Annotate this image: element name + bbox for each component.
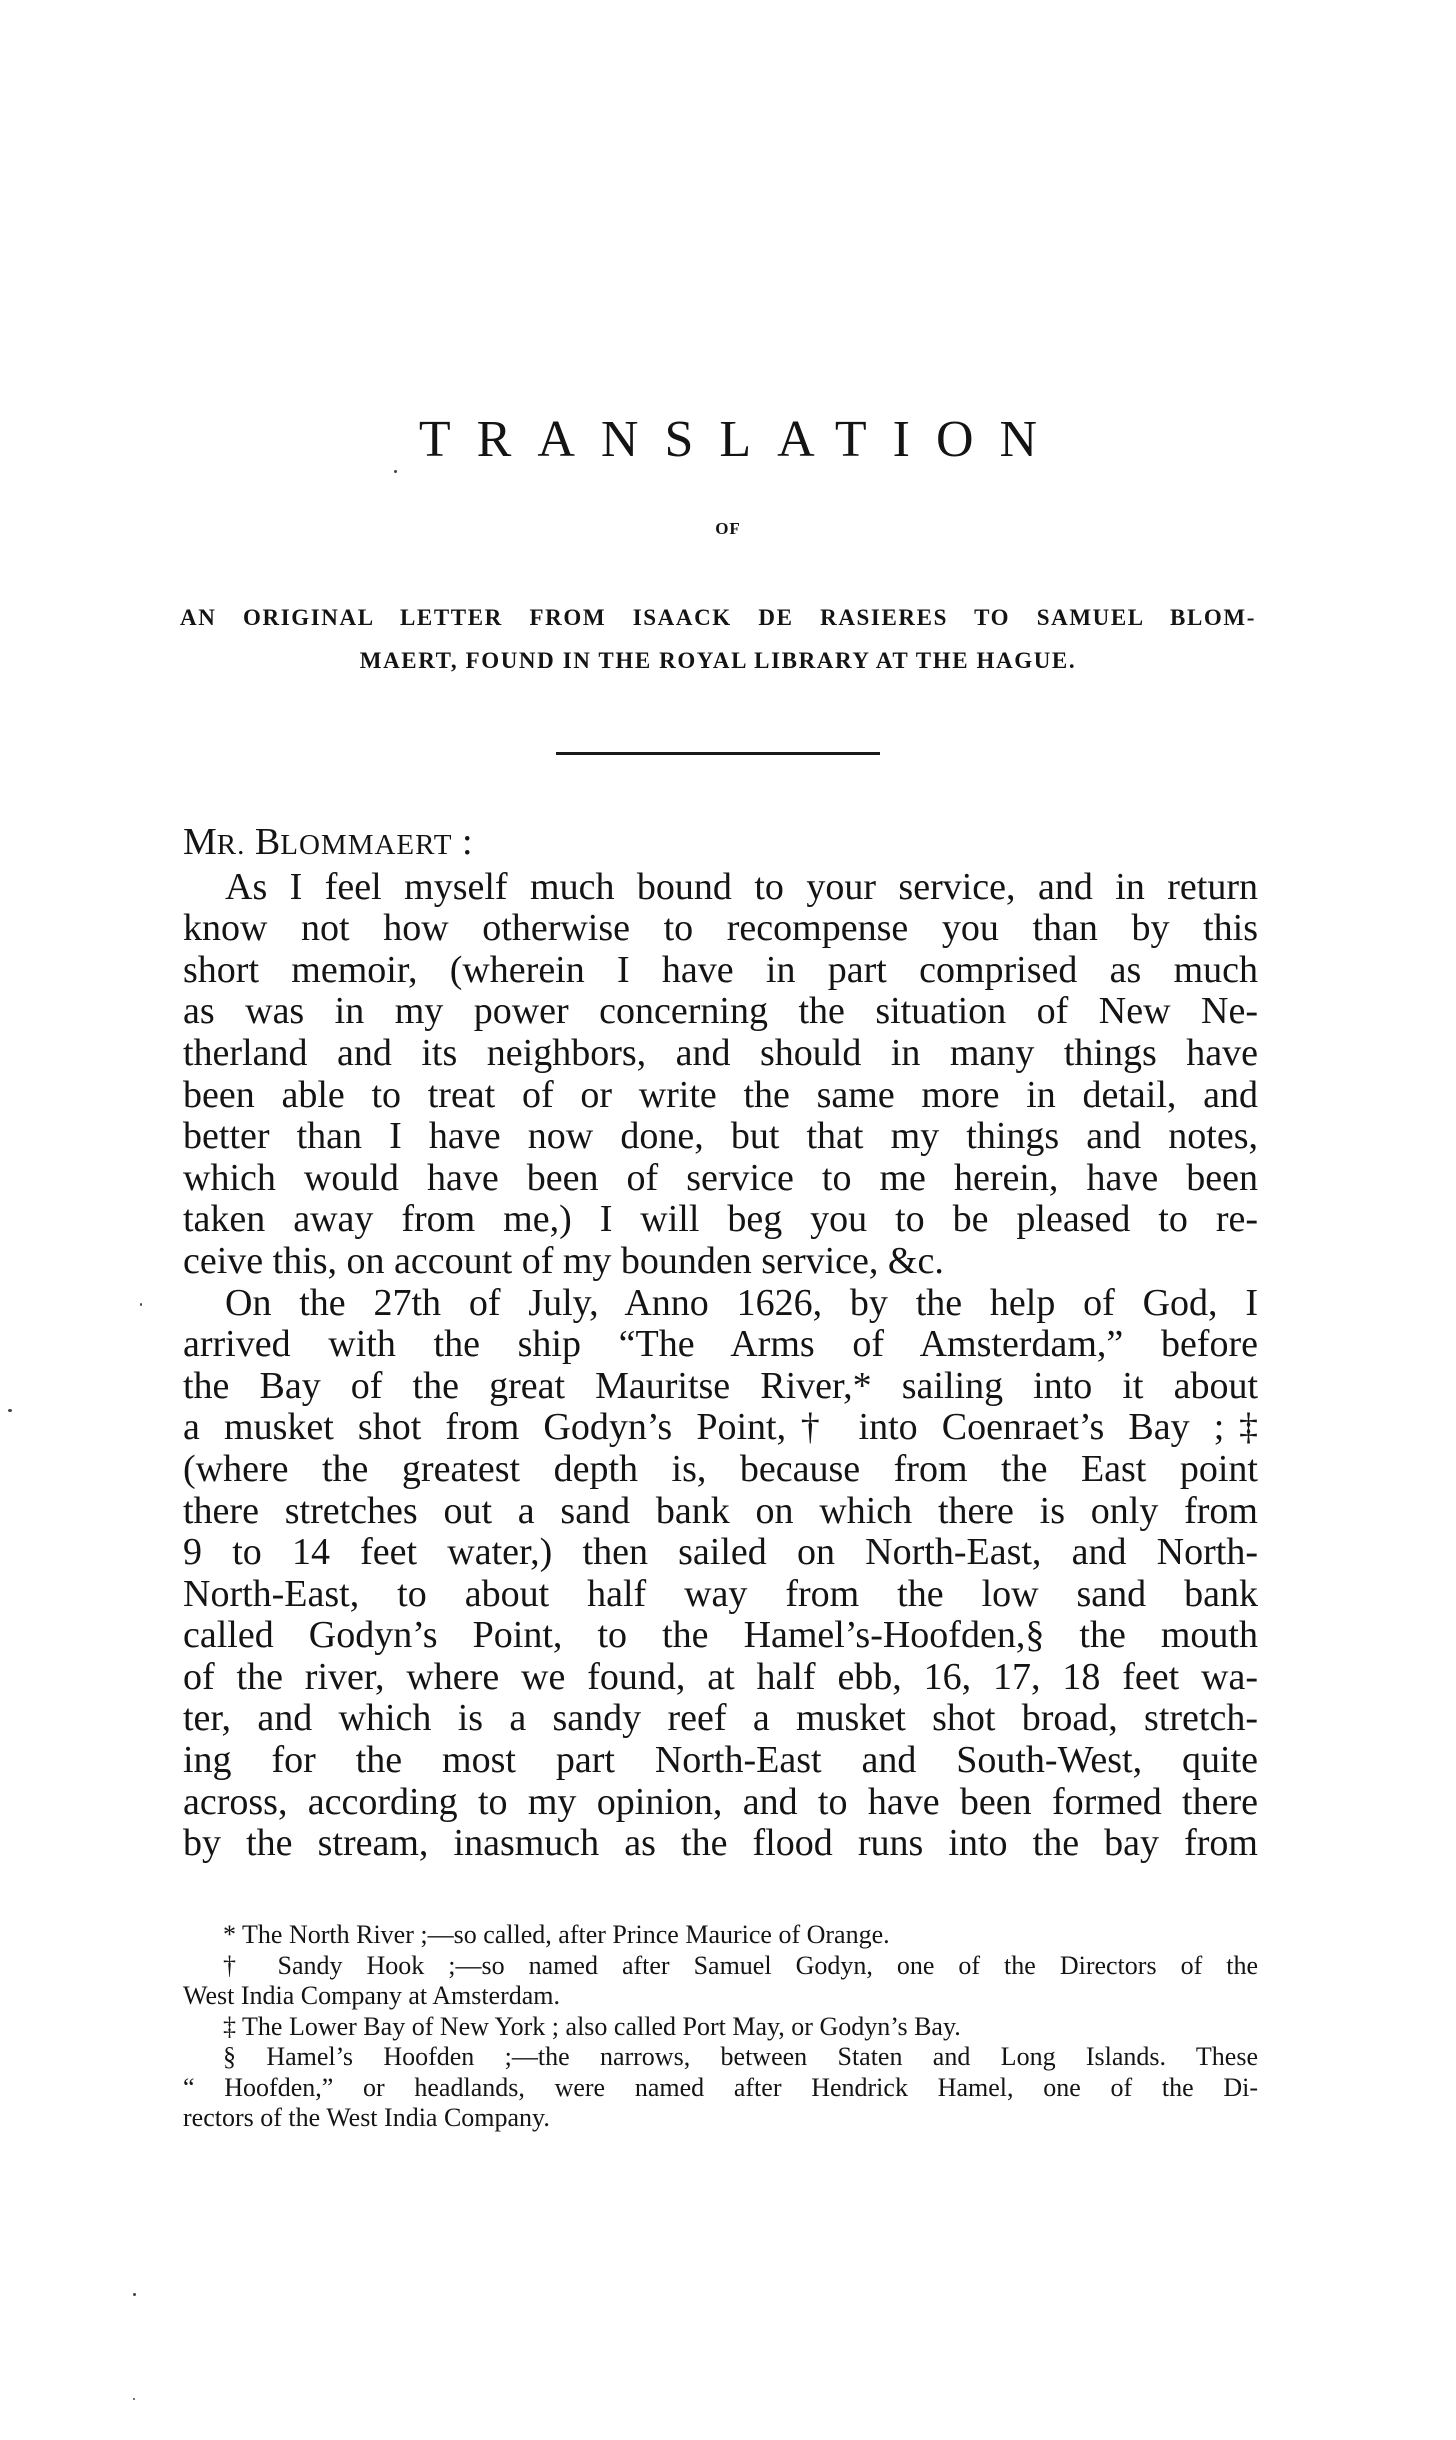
footnotes — [183, 1920, 1258, 2134]
body-line: North-East, to about half way from the low sand bank — [183, 1572, 1258, 1615]
letter-body — [183, 822, 1258, 1865]
body-line: called Godyn’s Point, to the Hamel’s-Hoofden,§ the mouth — [183, 1614, 1258, 1657]
body-line: therland and its neighbors, and should in many things have — [183, 1031, 1258, 1074]
body-line: across, according to my opinion, and to have been formed there — [183, 1780, 1258, 1823]
body-line: know not how otherwise to recompense you than by this — [183, 907, 1258, 950]
subtitle — [180, 596, 1256, 682]
footnote-line: rectors of the West India Company. — [183, 2103, 550, 2132]
body-line: been able to treat of or write the same more in detail, and — [183, 1073, 1258, 1116]
body-line: a musket shot from Godyn’s Point,† into Coenraet’s Bay ;‡ — [183, 1406, 1258, 1449]
body-line: (where the greatest depth is, because from the East point — [183, 1447, 1258, 1490]
footnote-line: “ Hoofden,” or headlands, were named after Hendrick Hamel, one of the Di- — [183, 2072, 1258, 2102]
subtitle-line-2: MAERT, FOUND IN THE ROYAL LIBRARY AT THE HAGUE. — [359, 648, 1077, 673]
body-line: there stretches out a sand bank on which there is only from — [183, 1489, 1258, 1532]
footnote-line: † Sandy Hook ;—so named after Samuel Godyn, one of the Directors of the — [223, 1950, 1258, 1980]
scan-speck — [8, 1409, 12, 1412]
body-line: as was in my power concerning the situation of New Ne- — [183, 990, 1258, 1033]
footnote-line: § Hamel’s Hoofden ;—the narrows, between Staten and Long Islands. These — [223, 2042, 1258, 2071]
body-line: As I feel myself much bound to your service, and in return — [225, 865, 1258, 908]
scan-speck — [133, 2293, 136, 2296]
body-line: ceive this, on account of my bounden service, &c. — [183, 1239, 944, 1282]
scan-speck — [394, 470, 397, 473]
scan-speck — [140, 1303, 142, 1306]
body-line: taken away from me,) I will beg you to be pleased to re- — [183, 1198, 1258, 1241]
title-connector: OF — [715, 519, 741, 538]
body-line: better than I have now done, but that my things and notes, — [183, 1115, 1258, 1158]
salutation: MR. BLOMMAERT : — [183, 821, 473, 863]
footnote-line: ‡ The Lower Bay of New York ; also called Port May, or Godyn’s Bay. — [223, 2011, 961, 2041]
body-line: ter, and which is a sandy reef a musket shot broad, stretch- — [183, 1697, 1258, 1740]
body-line: of the river, where we found, at half ebb, 16, 17, 18 feet wa- — [183, 1655, 1258, 1698]
body-line: by the stream, inasmuch as the flood runs into the bay from — [183, 1822, 1258, 1865]
body-line: arrived with the ship “The Arms of Amsterdam,” before — [183, 1323, 1258, 1366]
body-line: the Bay of the great Mauritse River,* sailing into it about — [183, 1364, 1258, 1407]
body-line: On the 27th of July, Anno 1626, by the help of God, I — [225, 1281, 1258, 1324]
section-divider — [556, 752, 880, 755]
body-line: ing for the most part North-East and South-West, quite — [183, 1739, 1258, 1782]
body-line: 9 to 14 feet water,) then sailed on North-East, and North- — [183, 1531, 1258, 1574]
subtitle-line-1: AN ORIGINAL LETTER FROM ISAACK DE RASIERES TO SAMUEL BLOM- — [180, 605, 1256, 630]
body-line: short memoir, (wherein I have in part comprised as much — [183, 948, 1258, 991]
scan-speck — [133, 2398, 135, 2400]
page-title: TRANSLATION — [418, 411, 1064, 468]
footnote-line: West India Company at Amsterdam. — [183, 1981, 560, 2010]
body-line: which would have been of service to me herein, have been — [183, 1156, 1258, 1199]
footnote-line: * The North River ;—so called, after Prince Maurice of Orange. — [223, 1920, 890, 1949]
